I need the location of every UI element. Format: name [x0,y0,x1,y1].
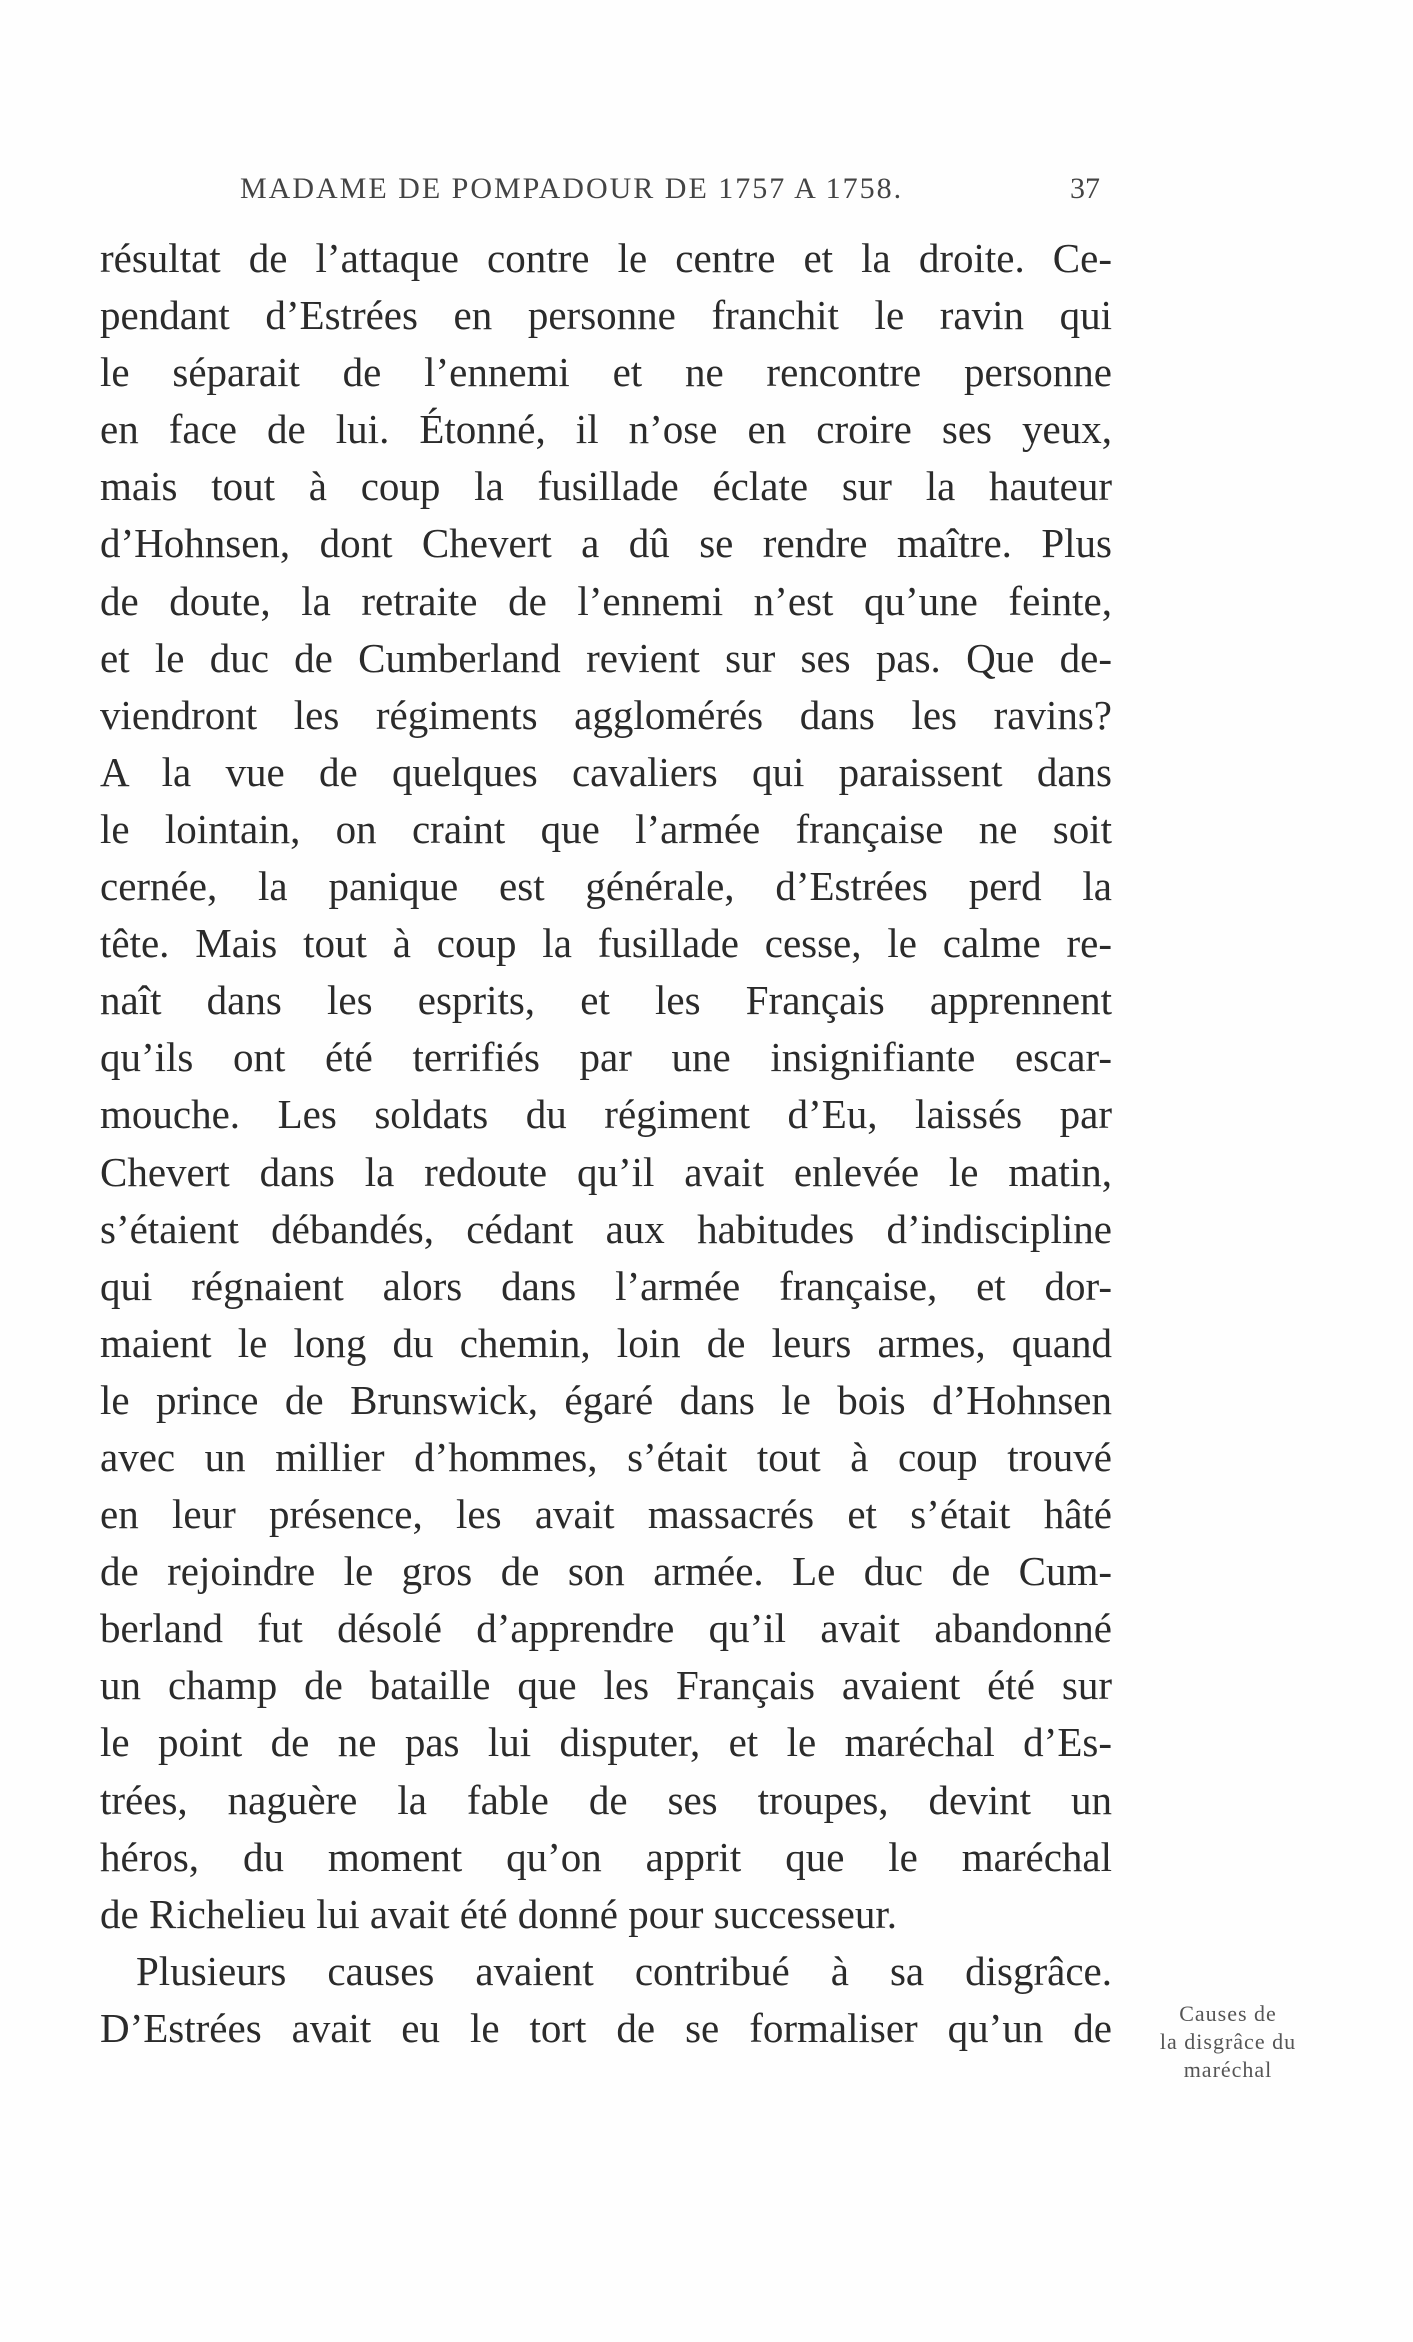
text-line: Chevert dans la redoute qu’il avait enlevée le matin, [100,1148,1112,1195]
text-line: le séparait de l’ennemi et ne rencontre personne [100,349,1112,396]
text-line: berland fut désolé d’apprendre qu’il avait abandonné [100,1605,1112,1652]
margin-note [1128,2000,1328,2084]
text-line: tête. Mais tout à coup la fusillade cesse, le calme re- [100,920,1112,967]
text-line: en leur présence, les avait massacrés et s’était hâté [100,1491,1112,1538]
text-line: et le duc de Cumberland revient sur ses pas. Que de- [100,634,1112,681]
text-line: le point de ne pas lui disputer, et le maréchal d’Es- [100,1719,1112,1766]
margin-note-line: la disgrâce du [1159,2029,1297,2054]
text-line: le lointain, on craint que l’armée française ne soit [100,805,1112,852]
text-line: mais tout à coup la fusillade éclate sur la hauteur [100,463,1112,510]
text-line: héros, du moment qu’on apprit que le maréchal [100,1833,1112,1880]
text-line: de Richelieu lui avait été donné pour successeur. [100,1890,897,1937]
text-line: le prince de Brunswick, égaré dans le bois d’Hohnsen [100,1376,1112,1423]
text-line: de doute, la retraite de l’ennemi n’est qu’une feinte, [100,577,1112,624]
margin-note-line: Causes de [1179,2001,1277,2026]
text-line: trées, naguère la fable de ses troupes, devint un [100,1776,1112,1823]
text-line: cernée, la panique est générale, d’Estrées perd la [100,863,1112,910]
text-line: résultat de l’attaque contre le centre et la droite. Ce- [100,235,1112,281]
running-head [240,172,1100,212]
text-line: avec un millier d’hommes, s’était tout à coup trouvé [100,1433,1112,1480]
text-line: en face de lui. Étonné, il n’ose en croire ses yeux, [100,406,1112,453]
paragraph-start-line: Plusieurs causes avaient contribué à sa disgrâce. [136,1947,1112,1994]
text-line: A la vue de quelques cavaliers qui paraissent dans [100,748,1112,795]
page-number: 37 [1070,172,1100,205]
text-line: pendant d’Estrées en personne franchit le ravin qui [100,292,1112,339]
running-title: MADAME DE POMPADOUR DE 1757 A 1758. [240,172,904,205]
body-text [100,230,1112,2057]
text-line: mouche. Les soldats du régiment d’Eu, laissés par [100,1091,1112,1138]
text-line: de rejoindre le gros de son armée. Le duc de Cum- [100,1548,1112,1595]
text-line: viendront les régiments agglomérés dans les ravins? [100,691,1112,738]
text-line: maient le long du chemin, loin de leurs armes, quand [100,1319,1112,1366]
text-line: D’Estrées avait eu le tort de se formaliser qu’un de [100,2004,1112,2051]
text-line: naît dans les esprits, et les Français apprennent [100,977,1112,1024]
text-line: qu’ils ont été terrifiés par une insignifiante escar- [100,1034,1112,1081]
text-line: qui régnaient alors dans l’armée française, et dor- [100,1262,1112,1309]
margin-note-line: maréchal [1183,2057,1273,2082]
text-line: s’étaient débandés, cédant aux habitudes d’indiscipline [100,1205,1112,1252]
text-line: d’Hohnsen, dont Chevert a dû se rendre maître. Plus [100,520,1112,567]
text-line: un champ de bataille que les Français avaient été sur [100,1662,1112,1709]
